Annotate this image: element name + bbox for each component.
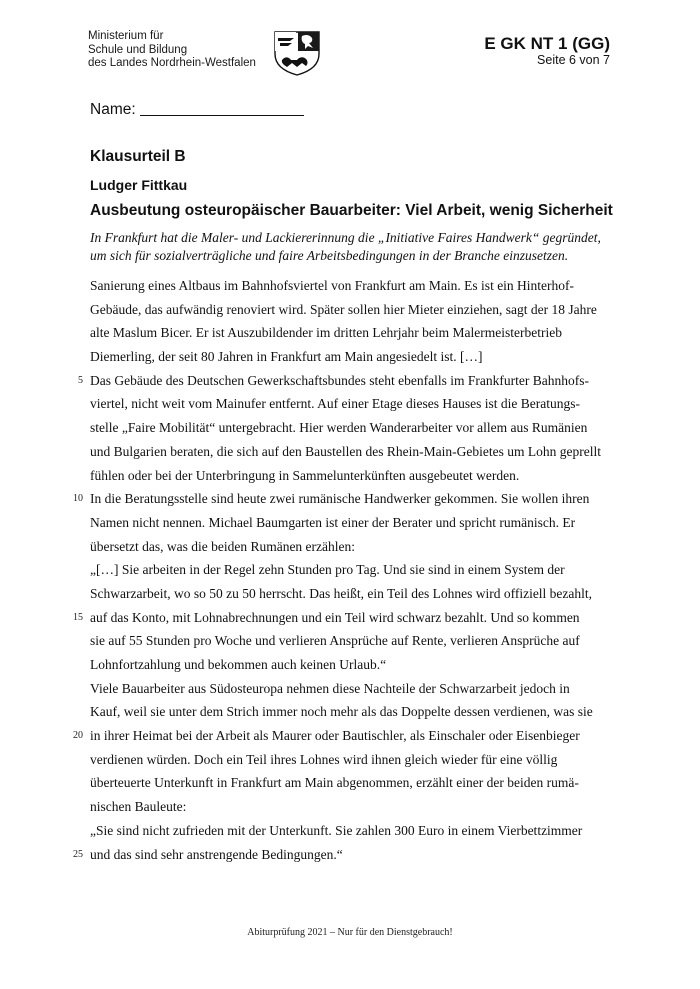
line-text: Namen nicht nennen. Michael Baumgarten ist einer der Berater und spricht rumänisch. Er (90, 514, 576, 530)
text-line (90, 653, 601, 677)
line-text: fühlen oder bei der Unterbringung in Sammelunterkünften ausgebeutet werden. (90, 467, 520, 483)
text-line (73, 487, 601, 511)
ministry-name (88, 30, 256, 71)
article-body (73, 274, 601, 866)
line-text: sie auf 55 Stunden pro Woche und verlieren Ansprüche auf Rente, verlieren Ansprüche auf (90, 633, 580, 649)
line-text: Gebäude, das aufwändig renoviert wird. Später sollen hier Mieter einziehen, sagt der 18 Jahre (90, 301, 597, 317)
text-line (90, 274, 601, 298)
name-label: Name: (90, 101, 136, 118)
line-text: und das sind sehr anstrengende Bedingungen.“ (90, 846, 343, 862)
article-title: Ausbeutung osteuropäischer Bauarbeiter: Viel Arbeit, wenig Sicherheit (90, 202, 613, 219)
text-line (90, 345, 601, 369)
intro-line: um sich für sozialverträgliche und faire Arbeitsbedingungen in der Branche einzusetzen. (90, 248, 569, 263)
text-line (90, 771, 601, 795)
text-line (90, 795, 601, 819)
article-intro (90, 229, 601, 265)
text-line (73, 843, 601, 867)
line-text: verdienen würden. Doch ein Teil ihres Lohnes wird ihnen gleich wieder für eine völlig (90, 751, 558, 767)
text-line (73, 724, 601, 748)
name-blank-line (140, 100, 304, 116)
line-text: Schwarzarbeit, wo so 50 zu 50 herrscht. Das heißt, ein Teil des Lohnes wird offiziell bezahlt, (90, 585, 593, 601)
nrw-coat-of-arms-icon (272, 30, 322, 76)
text-line (90, 819, 601, 843)
text-line (90, 511, 601, 535)
text-line (78, 369, 601, 393)
text-line (90, 700, 601, 724)
text-line (90, 748, 601, 772)
text-line (90, 582, 601, 606)
line-text: Lohnfortzahlung und bekommen auch keinen Urlaub.“ (90, 657, 387, 672)
text-line (90, 629, 601, 653)
text-line (90, 392, 601, 416)
line-text: Diemerling, der seit 80 Jahren in Frankfurt am Main angesiedelt ist. […] (90, 349, 483, 365)
line-number: 15 (73, 611, 83, 623)
line-text: alte Maslum Bicer. Er ist Auszubildender im dritten Lehrjahr beim Malermeisterbetrieb (90, 325, 562, 341)
text-line (90, 558, 601, 582)
text-line (90, 440, 601, 464)
text-line (90, 321, 601, 345)
exam-code: E GK NT 1 (GG) (484, 34, 610, 53)
line-number: 20 (73, 730, 83, 742)
line-text: Kauf, weil sie unter dem Strich immer noch mehr als das Doppelte dessen verdienen, was sie (90, 704, 593, 720)
ministry-line: Ministerium für (88, 30, 164, 42)
text-line (90, 416, 601, 440)
line-text: In die Beratungsstelle sind heute zwei rumänische Handwerker gekommen. Sie wollen ihren (90, 491, 590, 507)
text-line (90, 464, 601, 488)
line-text: Sanierung eines Altbaus im Bahnhofsviertel von Frankfurt am Main. Es ist ein Hinterhof- (90, 278, 575, 293)
text-line (73, 606, 601, 630)
line-number: 5 (78, 374, 83, 386)
page-footer: Abiturprüfung 2021 – Nur für den Dienstgebrauch! (247, 927, 453, 938)
line-text: auf das Konto, mit Lohnabrechnungen und ein Teil wird schwarz bezahlt. Und so kommen (90, 609, 580, 625)
line-text: „[…] Sie arbeiten in der Regel zehn Stunden pro Tag. Und sie sind in einem System der (90, 562, 565, 578)
line-number: 10 (73, 493, 83, 505)
line-text: in ihrer Heimat bei der Arbeit als Maurer oder Bautischler, als Einschaler oder Eisenbieger (90, 728, 580, 744)
text-line (90, 677, 601, 701)
line-number: 25 (73, 848, 83, 860)
section-title: Klausurteil B (90, 148, 186, 165)
ministry-line: Schule und Bildung (88, 43, 188, 56)
exam-code-block (484, 34, 610, 68)
intro-line: In Frankfurt hat die Maler- und Lackiererinnung die „Initiative Faires Handwerk“ gegründet, (90, 230, 601, 245)
line-text: übersetzt das, was die beiden Rumänen erzählen: (90, 538, 356, 554)
name-field (90, 100, 304, 119)
line-text: „Sie sind nicht zufrieden mit der Unterkunft. Sie zahlen 300 Euro in einem Vierbettzimmer (90, 822, 583, 838)
line-text: überteuerte Unterkunft in Frankfurt am Main abgenommen, erzählt einer der beiden rumä- (90, 775, 579, 791)
line-text: nischen Bauleute: (90, 799, 187, 815)
text-line (90, 535, 601, 559)
line-text: und Bulgarien beraten, die sich auf den Baustellen des Rhein-Main-Gebietes um Lohn geprellt (90, 443, 601, 459)
line-text: Das Gebäude des Deutschen Gewerkschaftsbundes steht ebenfalls im Frankfurter Bahnhofs- (90, 372, 589, 388)
page-indicator: Seite 6 von 7 (537, 53, 610, 67)
ministry-line: des Landes Nordrhein-Westfalen (88, 57, 256, 69)
article-author: Ludger Fittkau (90, 177, 188, 193)
line-text: viertel, nicht weit vom Mainufer entfernt. Auf einer Etage dieses Hauses ist die Beratungs- (90, 396, 580, 412)
line-text: stelle „Faire Mobilität“ untergebracht. Hier werden Wanderarbeiter vor allem aus Rumänien (90, 420, 588, 436)
text-line (90, 298, 601, 322)
line-text: Viele Bauarbeiter aus Südosteuropa nehmen diese Nachteile der Schwarzarbeit jedoch in (90, 680, 570, 696)
